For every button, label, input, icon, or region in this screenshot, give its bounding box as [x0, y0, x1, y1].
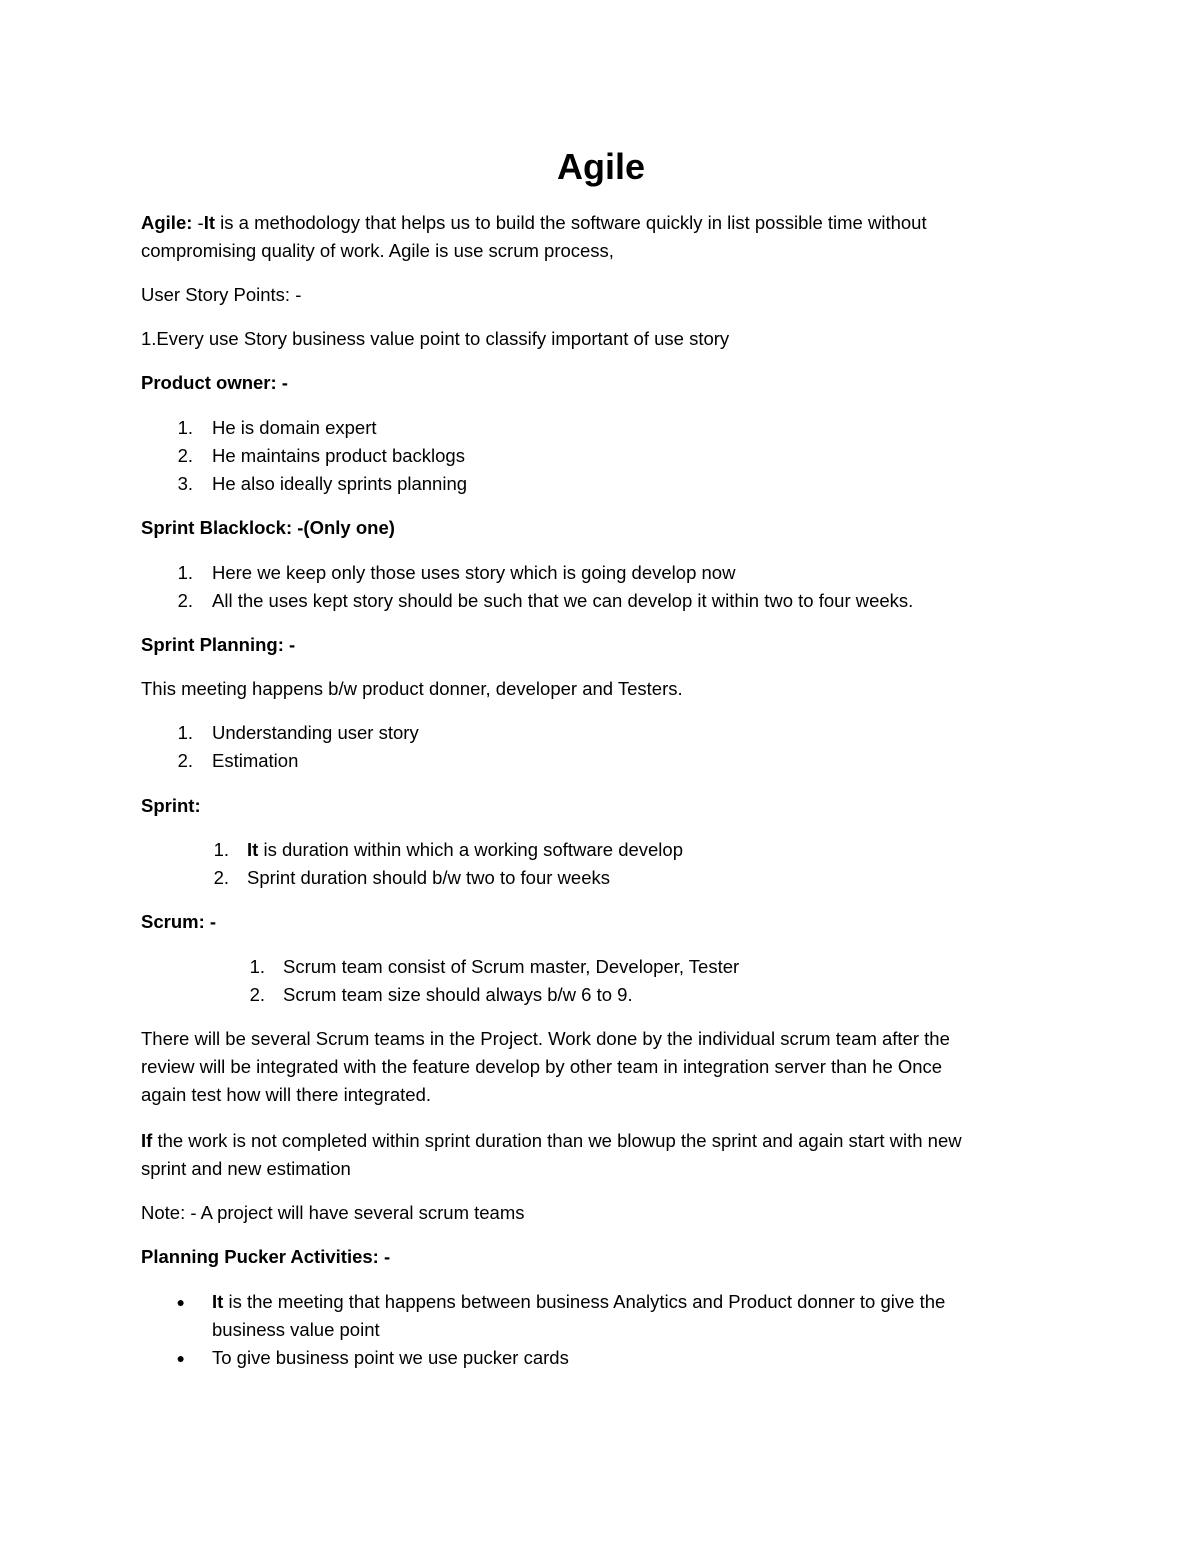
list-item: 2. He maintains product backlogs: [177, 445, 465, 466]
list-item: ● It is the meeting that happens between business Analytics and Product donner to give the business value point: [141, 1288, 1061, 1344]
intro-dash: -: [192, 212, 204, 233]
user-story-item: 1.Every use Story business value point to classify important of use story: [141, 328, 730, 349]
sprint-backlock-heading: Sprint Blacklock: -(Only one): [141, 517, 395, 538]
scrum-heading: Scrum: -: [141, 911, 217, 932]
scrum-paragraph-2: If the work is not completed within sprint duration than we blowup the sprint and again start with new sprint and new estimation: [141, 1130, 962, 1179]
scrum-paragraph-1: There will be several Scrum teams in the Project. Work done by the individual scrum team after the review will be integrated with the feature develop by other team in integration server than he Once again test how will there integrated.: [141, 1028, 950, 1105]
sprint-heading: Sprint:: [141, 795, 201, 816]
bullet-icon: ●: [176, 1294, 185, 1310]
list-item: 1. Scrum team consist of Scrum master, Developer, Tester: [249, 956, 740, 977]
list-item: 2. Estimation: [177, 750, 299, 771]
sprint-planning-paragraph: This meeting happens b/w product donner, developer and Testers.: [141, 678, 683, 699]
planning-pucker-list: [141, 1288, 1061, 1372]
list-item: 1. He is domain expert: [177, 417, 377, 438]
sprint-planning-heading: Sprint Planning: -: [141, 634, 296, 655]
list-item: 1. Here we keep only those uses story which is going develop now: [177, 562, 736, 583]
list-item: 1. Understanding user story: [177, 722, 419, 743]
bullet-icon: ●: [176, 1350, 185, 1366]
intro-term: Agile:: [141, 212, 193, 233]
intro-paragraph: [141, 209, 1061, 265]
page-title: Agile: [556, 146, 645, 187]
product-owner-heading: Product owner: -: [141, 372, 288, 393]
intro-line1: is a methodology that helps us to build the software quickly in list possible time without: [215, 212, 927, 233]
sprint-planning-list: [141, 719, 1061, 775]
product-owner-list: [141, 414, 1061, 498]
user-story-heading: User Story Points: -: [141, 284, 302, 305]
list-item: 3. He also ideally sprints planning: [177, 473, 468, 494]
intro-line2: compromising quality of work. Agile is use scrum process,: [141, 240, 614, 261]
list-item: 1. It is duration within which a working software develop: [213, 839, 683, 860]
list-item: 2. Sprint duration should b/w two to four weeks: [213, 867, 610, 888]
list-item: 2. All the uses kept story should be such that we can develop it within two to four weeks.: [177, 590, 914, 611]
sprint-list: [141, 836, 1061, 892]
sprint-backlock-list: [141, 559, 1061, 615]
scrum-list: [141, 953, 1061, 1009]
scrum-note: Note: - A project will have several scrum teams: [141, 1202, 525, 1223]
list-item: 2. Scrum team size should always b/w 6 to 9.: [249, 984, 633, 1005]
planning-pucker-heading: Planning Pucker Activities: -: [141, 1246, 391, 1267]
list-item: ● To give business point we use pucker cards: [141, 1344, 1061, 1372]
intro-it: It: [203, 212, 216, 233]
